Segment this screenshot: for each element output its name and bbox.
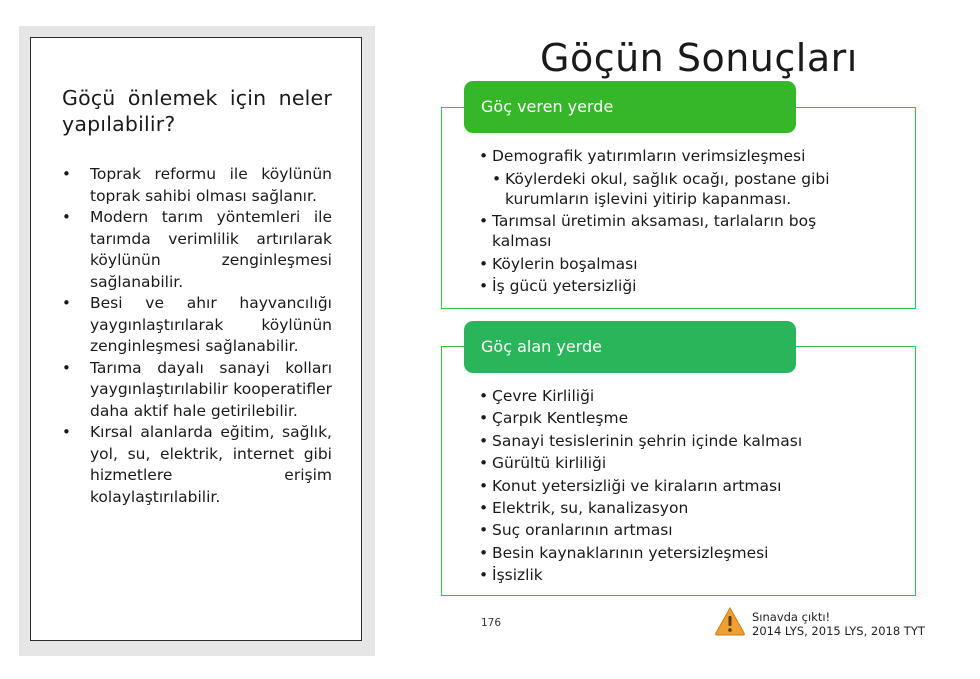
list-item: • Köylerin boşalması xyxy=(479,254,854,274)
list-item: • Besi ve ahır hayvancılığı yaygınlaştırılarak köylünün zenginleşmesi sağlanabilir. xyxy=(62,294,332,355)
section-label-emigration: Göç veren yerde xyxy=(464,81,796,133)
list-item: • Tarıma dayalı sanayi kolları yaygınlaştırılabilir kooperatifler daha aktif hale getirilebilir. xyxy=(62,358,332,420)
left-panel-list xyxy=(62,164,332,508)
list-item: • Çevre Kirliliği xyxy=(479,385,889,407)
list-item: • İşsizlik xyxy=(479,564,889,586)
left-panel-title: Göçü önlemek için neler yapılabilir? xyxy=(62,86,332,136)
list-item: • Köylerdeki okul, sağlık ocağı, postane gibi kurumların işlevini yitirip kapanması. xyxy=(479,169,854,209)
left-panel-card xyxy=(30,37,362,641)
exam-note xyxy=(752,610,925,638)
page-title: Göçün Sonuçları xyxy=(540,36,858,80)
list-item: • Modern tarım yöntemleri ile tarımda verimlilik artırılarak köylünün zenginleşmesi sağlanabilir. xyxy=(62,208,332,291)
list-item: • Tarımsal üretimin aksaması, tarlaların boş kalması xyxy=(479,211,854,251)
emigration-effects-list xyxy=(479,146,854,299)
exam-note-years: 2014 LYS, 2015 LYS, 2018 TYT xyxy=(752,624,925,638)
list-item: • Suç oranlarının artması xyxy=(479,519,889,541)
list-item: • Besin kaynaklarının yetersizleşmesi xyxy=(479,542,889,564)
list-item: • İş gücü yetersizliği xyxy=(479,276,854,296)
immigration-effects-list xyxy=(479,385,889,587)
list-item: • Konut yetersizliği ve kiraların artması xyxy=(479,475,889,497)
list-item: • Sanayi tesislerinin şehrin içinde kalması xyxy=(479,430,889,452)
list-item: • Kırsal alanlarda eğitim, sağlık, yol, su, elektrik, internet gibi hizmetlere erişim kolaylaştırılabilir. xyxy=(62,423,332,506)
exam-note-title: Sınavda çıktı! xyxy=(752,610,831,624)
list-item: • Çarpık Kentleşme xyxy=(479,407,889,429)
list-item: • Demografik yatırımların verimsizleşmesi xyxy=(479,146,854,166)
section-label-immigration: Göç alan yerde xyxy=(464,321,796,373)
list-item: • Elektrik, su, kanalizasyon xyxy=(479,497,889,519)
warning-triangle-icon xyxy=(714,606,746,636)
page-number: 176 xyxy=(481,617,502,629)
list-item: • Toprak reformu ile köylünün toprak sahibi olması sağlanır. xyxy=(62,165,332,205)
list-item: • Gürültü kirliliği xyxy=(479,452,889,474)
